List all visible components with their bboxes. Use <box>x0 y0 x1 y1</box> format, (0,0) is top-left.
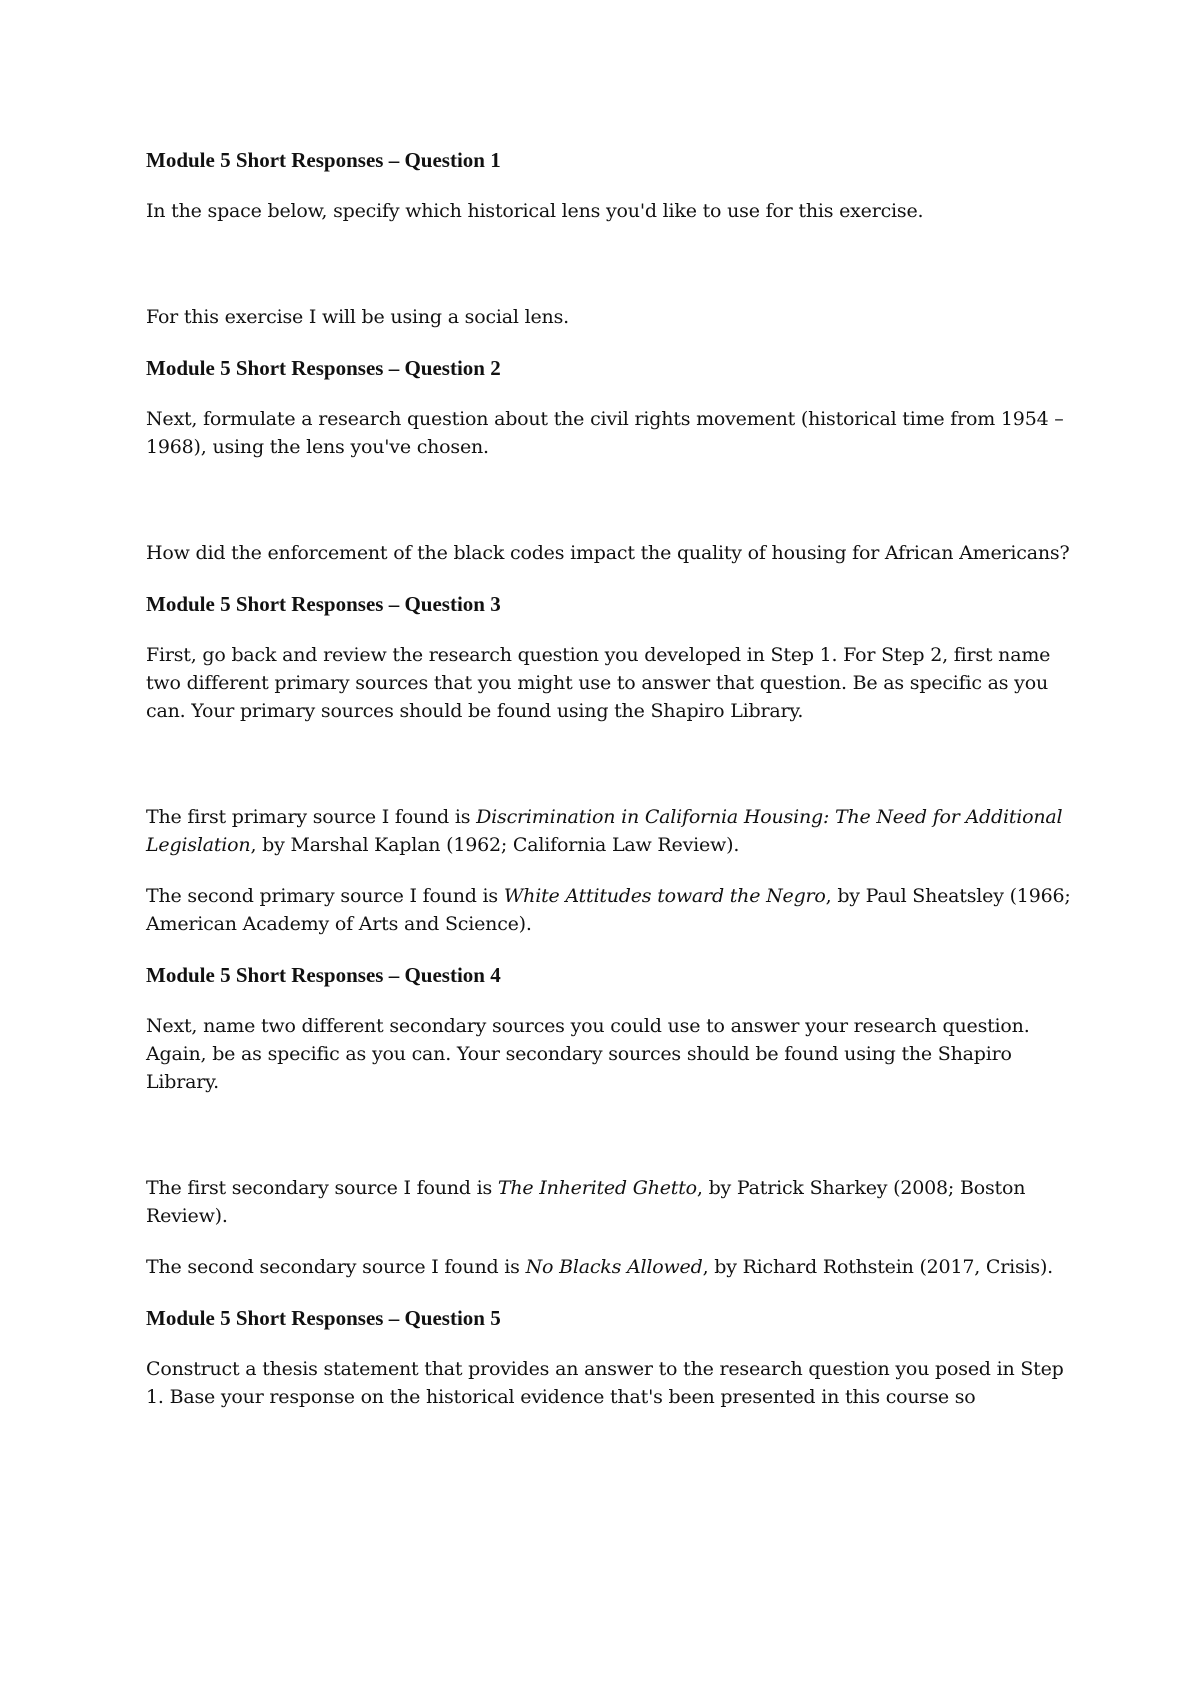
answer-text: The first secondary source I found is <box>146 1177 498 1199</box>
document-page <box>146 146 1076 1411</box>
answer-text: , by Paul Sheatsley (1966; American Academy of Arts and Science). <box>146 885 1071 935</box>
question-2-heading: Module 5 Short Responses – Question 2 <box>146 356 501 380</box>
question-3-answer-1 <box>146 803 1076 859</box>
question-2-answer: How did the enforcement of the black codes impact the quality of housing for African Americans? <box>146 542 1070 564</box>
question-4-answer-1 <box>146 1174 1076 1230</box>
answer-text: , by Patrick Sharkey (2008; Boston Review). <box>146 1177 1026 1227</box>
answer-text: The first primary source I found is <box>146 806 477 828</box>
source-title: The Inherited Ghetto <box>497 1177 697 1199</box>
question-5-heading: Module 5 Short Responses – Question 5 <box>146 1306 501 1330</box>
source-title: No Blacks Allowed <box>525 1256 703 1278</box>
question-2-prompt: Next, formulate a research question about the civil rights movement (historical time from 1954 – 1968), using the lens you've chosen. <box>146 408 1064 458</box>
question-4-prompt: Next, name two different secondary sources you could use to answer your research question. Again, be as specific as you can. Your secondary sources should be found using the Shapiro Library. <box>146 1015 1030 1093</box>
source-title: White Attitudes toward the Negro <box>503 885 826 907</box>
answer-text: , by Richard Rothstein (2017, Crisis). <box>702 1256 1054 1278</box>
question-3-answer-2 <box>146 882 1076 938</box>
question-3-heading: Module 5 Short Responses – Question 3 <box>146 592 501 616</box>
answer-text: The second primary source I found is <box>146 885 504 907</box>
question-1-heading: Module 5 Short Responses – Question 1 <box>146 148 501 172</box>
source-title: Discrimination in California Housing: The Need for Additional Legislation <box>146 806 1063 856</box>
question-1-prompt: In the space below, specify which historical lens you'd like to use for this exercise. <box>146 200 924 222</box>
answer-text: , by Marshal Kaplan (1962; California Law Review). <box>250 834 740 856</box>
question-3-prompt: First, go back and review the research question you developed in Step 1. For Step 2, first name two different primary sources that you might use to answer that question. Be as specific as you can. Your primary sources should be found using the Shapiro Library. <box>146 644 1051 722</box>
question-4-answer-2 <box>146 1253 1076 1281</box>
answer-text: The second secondary source I found is <box>146 1256 526 1278</box>
question-1-answer: For this exercise I will be using a social lens. <box>146 306 569 328</box>
question-5-prompt: Construct a thesis statement that provides an answer to the research question you posed in Step 1. Base your response on the historical evidence that's been presented in this course so <box>146 1358 1064 1408</box>
question-4-heading: Module 5 Short Responses – Question 4 <box>146 963 501 987</box>
